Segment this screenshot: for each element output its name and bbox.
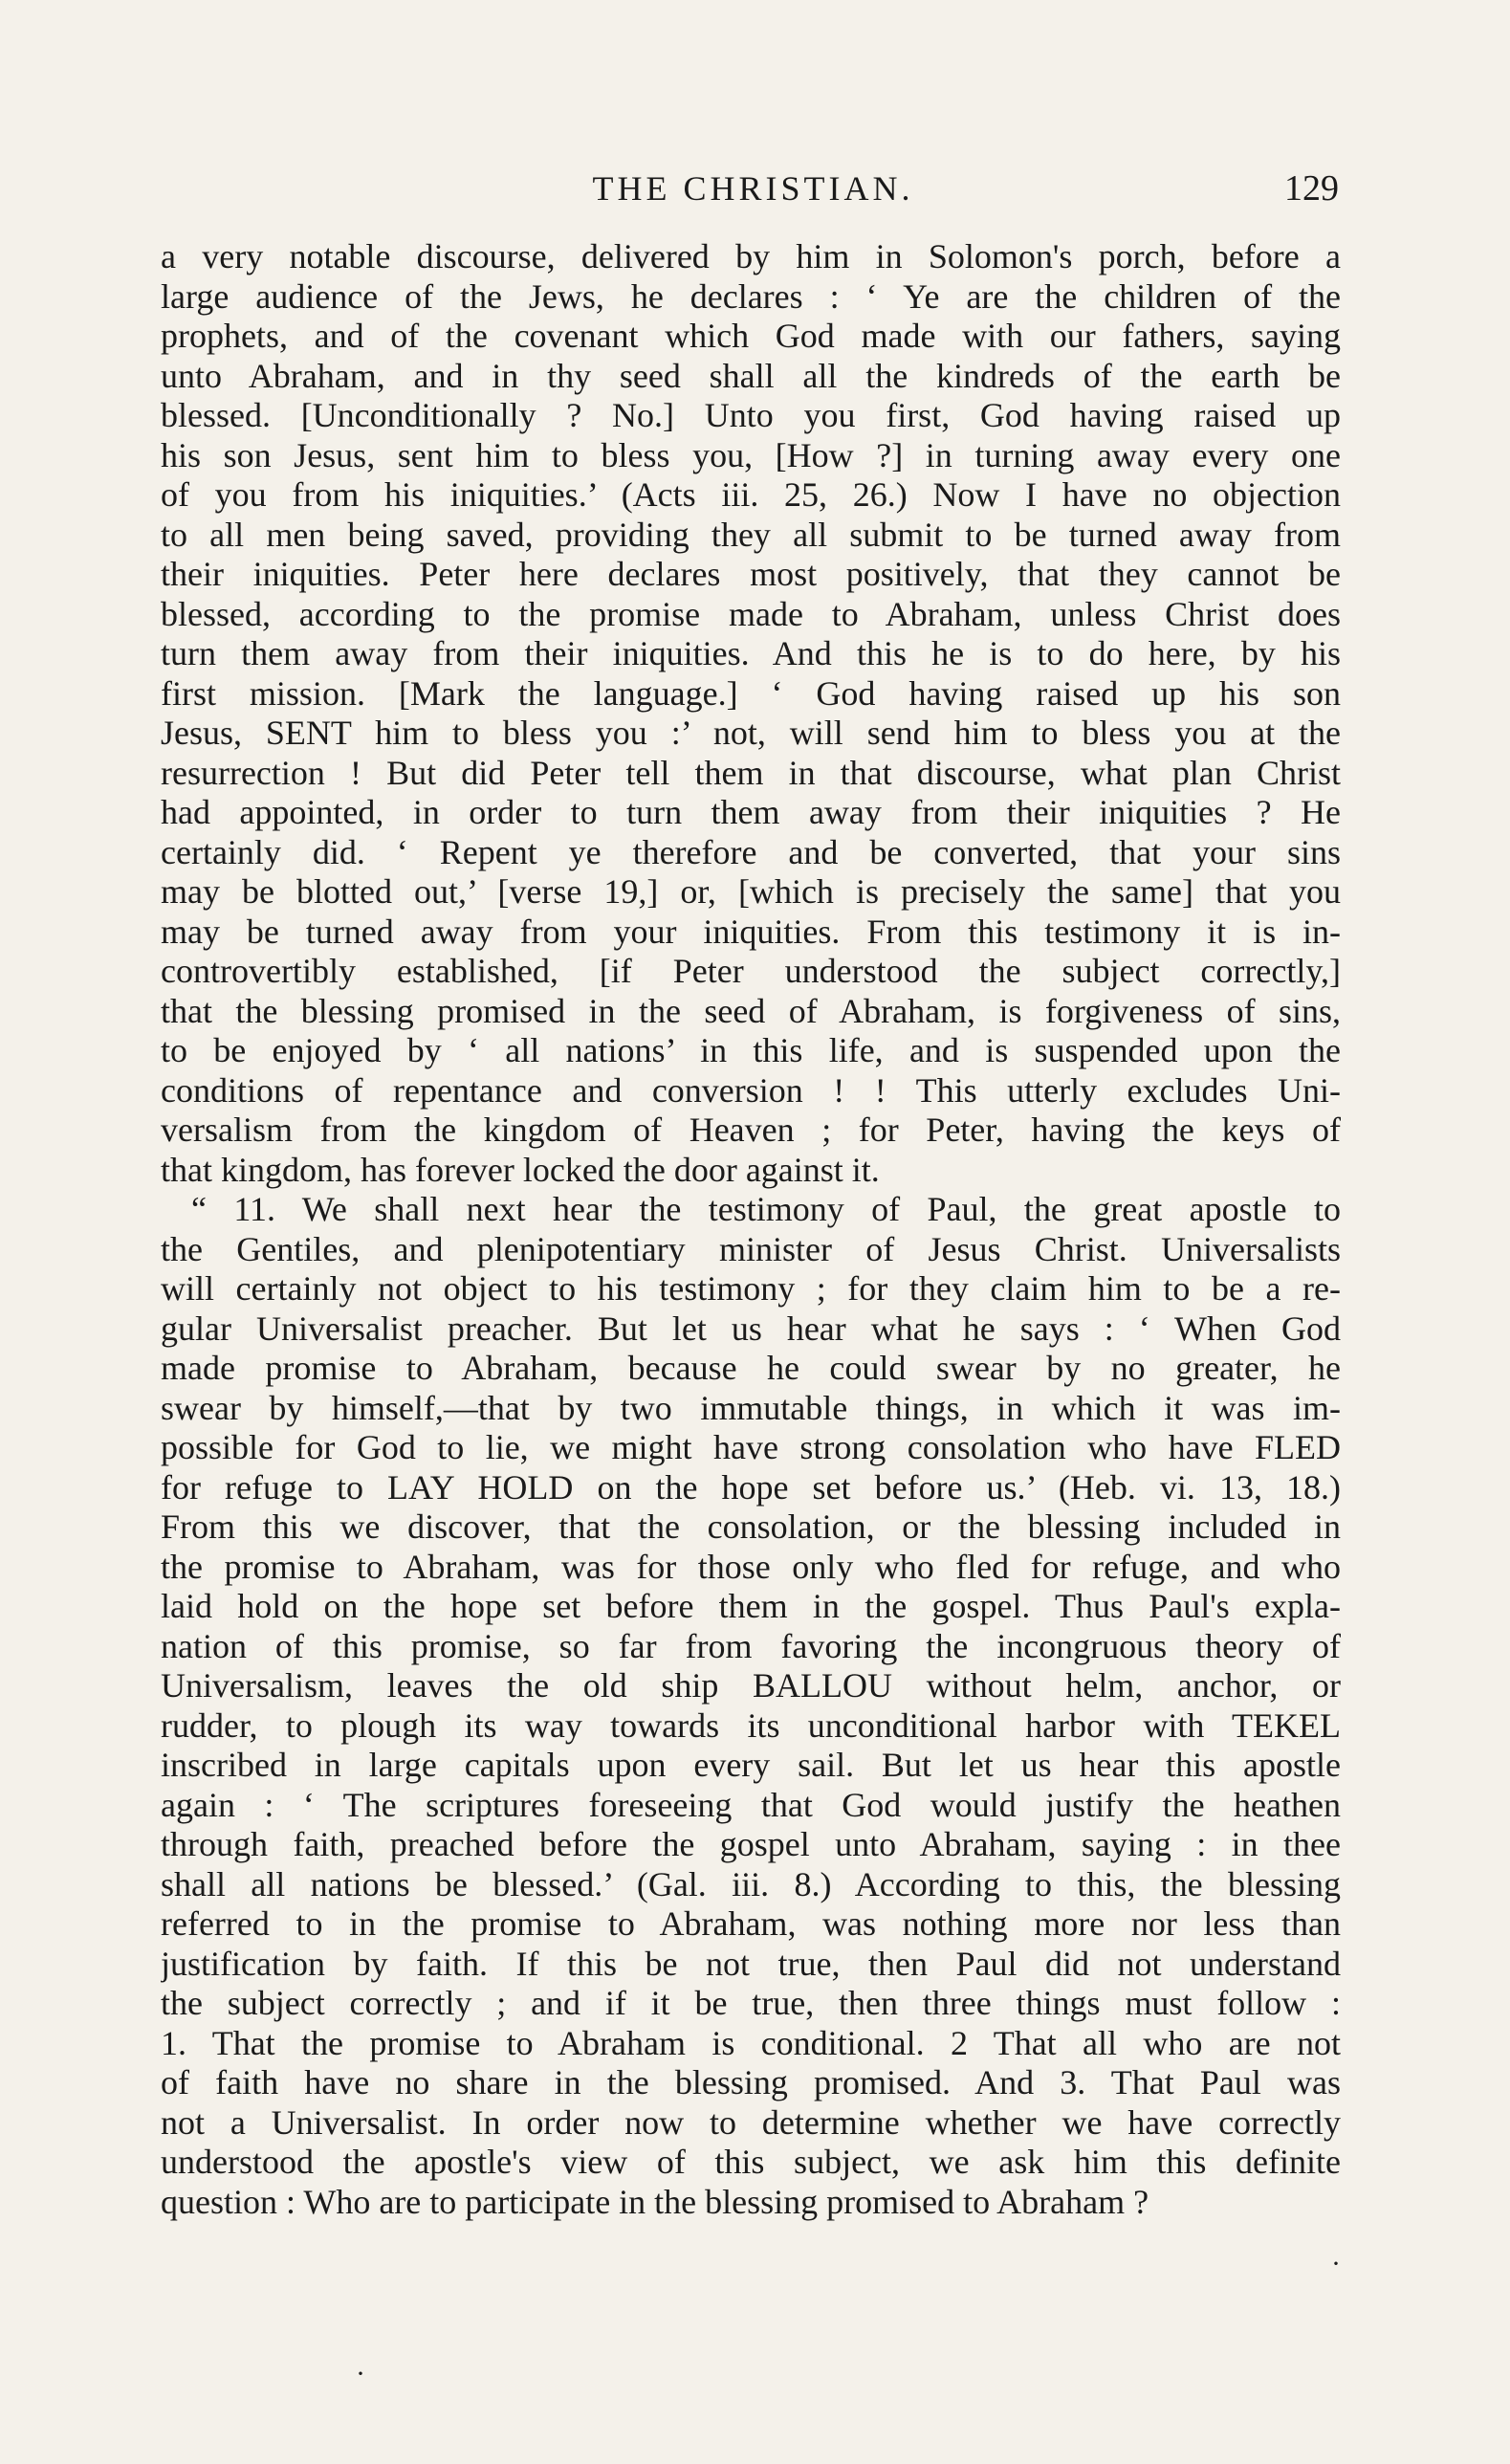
text-line: inscribed in large capitals upon every sail. But let us hear this apostle <box>161 1746 1341 1784</box>
text-line: first mission. [Mark the language.] ‘ God having raised up his son <box>161 673 1341 713</box>
text-line: a very notable discourse, delivered by him in Solomon's porch, before a <box>161 237 1341 275</box>
text-line: Universalism, leaves the old ship BALLOU without helm, anchor, or <box>161 1666 1341 1705</box>
text-line: unto Abraham, and in thy seed shall all the kindreds of the earth be <box>161 356 1341 395</box>
text-line: certainly did. ‘ Repent ye therefore and be converted, that your sins <box>161 832 1341 871</box>
text-line: From this we discover, that the consolation, or the blessing included in <box>161 1507 1341 1546</box>
text-line: the promise to Abraham, was for those only who fled for refuge, and who <box>161 1547 1341 1586</box>
text-line: made promise to Abraham, because he could swear by no greater, he <box>161 1349 1341 1387</box>
margin-mark: · <box>1331 2248 1341 2279</box>
text-line: controvertibly established, [if Peter understood the subject correctly,] <box>161 952 1341 990</box>
text-line: blessed. [Unconditionally ? No.] Unto you first, God having raised up <box>161 396 1341 434</box>
text-line: the subject correctly ; and if it be true, then three things must follow : <box>161 1984 1341 2022</box>
text-line: prophets, and of the covenant which God made with our fathers, saying <box>161 317 1341 355</box>
text-line: shall all nations be blessed.’ (Gal. iii. 8.) According to this, the blessing <box>161 1864 1341 1903</box>
text-line: had appointed, in order to turn them away from their iniquities ? He <box>161 793 1341 831</box>
text-line: “ 11. We shall next hear the testimony of Paul, the great apostle to <box>191 1190 1341 1228</box>
text-line: for refuge to LAY HOLD on the hope set before us.’ (Heb. vi. 13, 18.) <box>161 1467 1341 1507</box>
text-line: will certainly not object to his testimony ; for they claim him to be a re- <box>161 1269 1341 1308</box>
body-text <box>161 237 1341 2222</box>
text-line: to all men being saved, providing they all submit to be turned away from <box>161 515 1341 554</box>
text-line: to be enjoyed by ‘ all nations’ in this life, and is suspended upon the <box>161 1031 1341 1069</box>
text-line: laid hold on the hope set before them in the gospel. Thus Paul's expla- <box>161 1587 1341 1625</box>
text-line: 1. That the promise to Abraham is conditional. 2 That all who are not <box>161 2023 1341 2062</box>
text-line: turn them away from their iniquities. And this he is to do here, by his <box>161 634 1341 672</box>
running-title: THE CHRISTIAN. <box>592 169 914 208</box>
text-line: nation of this promise, so far from favoring the incongruous theory of <box>161 1626 1341 1665</box>
text-line: large audience of the Jews, he declares : ‘ Ye are the children of the <box>161 276 1341 316</box>
text-line: question : Who are to participate in the blessing promised to Abraham ? <box>161 2182 1149 2221</box>
text-line: that the blessing promised in the seed of Abraham, is forgiveness of sins, <box>161 991 1341 1030</box>
text-line: his son Jesus, sent him to bless you, [How ?] in turning away every one <box>161 435 1341 474</box>
page-number: 129 <box>1284 168 1339 209</box>
text-line: understood the apostle's view of this subject, we ask him this definite <box>161 2143 1341 2181</box>
text-line: their iniquities. Peter here declares most positively, that they cannot be <box>161 555 1341 593</box>
text-line: may be turned away from your iniquities. From this testimony it is in- <box>161 912 1341 951</box>
text-line: that kingdom, has forever locked the door against it. <box>161 1150 880 1189</box>
text-line: blessed, according to the promise made to Abraham, unless Christ does <box>161 594 1341 633</box>
text-line: of you from his iniquities.’ (Acts iii. 25, 26.) Now I have no objection <box>161 475 1341 514</box>
text-line: possible for God to lie, we might have strong consolation who have FLED <box>161 1428 1341 1466</box>
text-line: swear by himself,—that by two immutable things, in which it was im- <box>161 1388 1341 1427</box>
text-line: again : ‘ The scriptures foreseeing that God would justify the heathen <box>161 1785 1341 1824</box>
text-line: Jesus, SENT him to bless you :’ not, will send him to bless you at the <box>161 714 1341 752</box>
text-line: conditions of repentance and conversion ! ! This utterly excludes Uni- <box>161 1070 1341 1110</box>
text-line: gular Universalist preacher. But let us hear what he says : ‘ When God <box>161 1309 1341 1348</box>
text-line: of faith have no share in the blessing promised. And 3. That Paul was <box>161 2063 1341 2101</box>
text-line: resurrection ! But did Peter tell them in that discourse, what plan Christ <box>161 753 1341 792</box>
text-line: justification by faith. If this be not true, then Paul did not understand <box>161 1944 1341 1983</box>
page-header <box>167 165 1339 212</box>
text-line: the Gentiles, and plenipotentiary minister of Jesus Christ. Universalists <box>161 1229 1341 1268</box>
stray-dot-mark: · <box>356 2358 365 2389</box>
text-line: through faith, preached before the gospel unto Abraham, saying : in thee <box>161 1825 1341 1863</box>
text-line: rudder, to plough its way towards its unconditional harbor with TEKEL <box>161 1705 1341 1745</box>
text-line: may be blotted out,’ [verse 19,] or, [which is precisely the same] that you <box>161 872 1341 911</box>
text-line: referred to in the promise to Abraham, was nothing more nor less than <box>161 1904 1341 1943</box>
text-line: versalism from the kingdom of Heaven ; for Peter, having the keys of <box>161 1111 1341 1149</box>
text-line: not a Universalist. In order now to determine whether we have correctly <box>161 2102 1341 2142</box>
